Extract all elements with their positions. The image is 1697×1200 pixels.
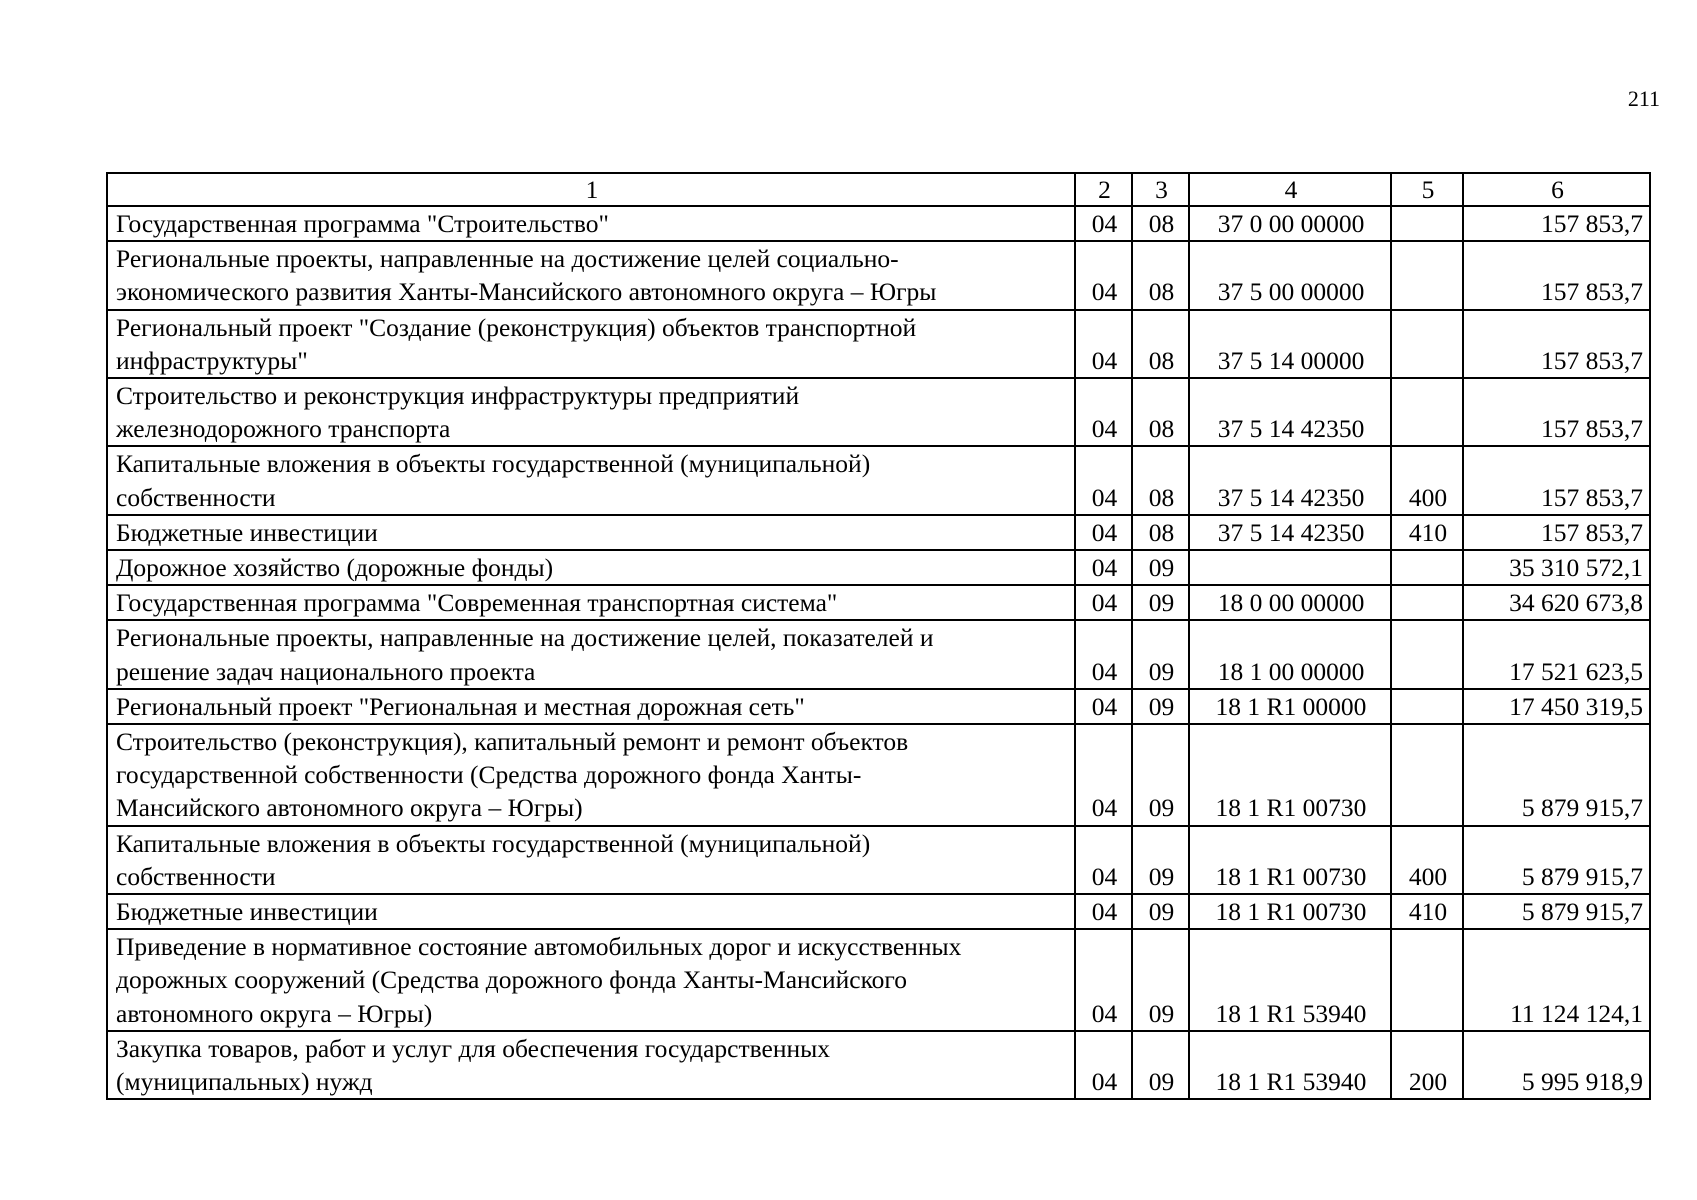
table-row: [107, 585, 1650, 620]
row-name-line: Региональный проект "Региональная и местная дорожная сеть": [116, 691, 805, 721]
amount-value: 5 995 918,9: [1463, 1031, 1650, 1099]
section-code: 04: [1075, 206, 1132, 241]
target-article-code: 18 0 00 00000: [1189, 585, 1391, 620]
table-row: [107, 826, 1650, 894]
expense-type-code: [1391, 550, 1463, 585]
target-article-code: 18 1 00 00000: [1189, 620, 1391, 688]
row-name-line: (муниципальных) нужд: [116, 1067, 373, 1097]
row-name: [107, 241, 1075, 309]
row-name-line: инфраструктуры": [116, 345, 308, 375]
expense-type-code: 400: [1391, 826, 1463, 894]
row-name-line: Строительство и реконструкция инфраструктуры предприятий: [116, 381, 800, 411]
target-article-code: 18 1 R1 00000: [1189, 689, 1391, 724]
table-row: [107, 446, 1650, 514]
column-header: 5: [1391, 173, 1463, 206]
subsection-code: 09: [1132, 826, 1189, 894]
row-name: [107, 724, 1075, 826]
section-code: 04: [1075, 310, 1132, 378]
row-name: [107, 515, 1075, 550]
target-article-code: 37 5 14 42350: [1189, 515, 1391, 550]
amount-value: 17 521 623,5: [1463, 620, 1650, 688]
target-article-code: 18 1 R1 53940: [1189, 929, 1391, 1031]
table-row: [107, 929, 1650, 1031]
target-article-code: 37 5 14 00000: [1189, 310, 1391, 378]
column-header: 1: [107, 173, 1075, 206]
section-code: 04: [1075, 826, 1132, 894]
section-code: 04: [1075, 929, 1132, 1031]
subsection-code: 09: [1132, 620, 1189, 688]
subsection-code: 08: [1132, 446, 1189, 514]
expense-type-code: 200: [1391, 1031, 1463, 1099]
row-name-line: решение задач национального проекта: [116, 656, 536, 686]
expense-type-code: [1391, 310, 1463, 378]
subsection-code: 08: [1132, 241, 1189, 309]
subsection-code: 09: [1132, 929, 1189, 1031]
amount-value: 157 853,7: [1463, 310, 1650, 378]
table-row: [107, 515, 1650, 550]
section-code: 04: [1075, 620, 1132, 688]
section-code: 04: [1075, 378, 1132, 446]
table-row: [107, 689, 1650, 724]
row-name-line: экономического развития Ханты-Мансийского автономного округа – Югры: [116, 277, 937, 307]
table-row: [107, 1031, 1650, 1099]
row-name-line: Государственная программа "Современная транспортная система": [116, 588, 838, 618]
amount-value: 157 853,7: [1463, 378, 1650, 446]
expense-type-code: [1391, 378, 1463, 446]
amount-value: 5 879 915,7: [1463, 724, 1650, 826]
target-article-code: 37 5 00 00000: [1189, 241, 1391, 309]
subsection-code: 09: [1132, 689, 1189, 724]
row-name-line: автономного округа – Югры): [116, 998, 433, 1028]
target-article-code: 18 1 R1 53940: [1189, 1031, 1391, 1099]
target-article-code: 37 0 00 00000: [1189, 206, 1391, 241]
subsection-code: 08: [1132, 206, 1189, 241]
expense-type-code: [1391, 206, 1463, 241]
expense-type-code: [1391, 620, 1463, 688]
budget-table: [106, 172, 1651, 1100]
amount-value: 35 310 572,1: [1463, 550, 1650, 585]
row-name-line: Приведение в нормативное состояние автомобильных дорог и искусственных: [116, 932, 962, 962]
section-code: 04: [1075, 894, 1132, 929]
amount-value: 157 853,7: [1463, 206, 1650, 241]
row-name-line: Региональный проект "Создание (реконструкция) объектов транспортной: [116, 312, 917, 342]
row-name-line: Строительство (реконструкция), капитальный ремонт и ремонт объектов: [116, 727, 909, 757]
expense-type-code: [1391, 585, 1463, 620]
row-name-line: Закупка товаров, работ и услуг для обеспечения государственных: [116, 1033, 831, 1063]
amount-value: 157 853,7: [1463, 241, 1650, 309]
subsection-code: 09: [1132, 894, 1189, 929]
row-name-line: собственности: [116, 861, 276, 891]
row-name: [107, 894, 1075, 929]
table-row: [107, 310, 1650, 378]
table-row: [107, 894, 1650, 929]
expense-type-code: [1391, 241, 1463, 309]
target-article-code: 18 1 R1 00730: [1189, 826, 1391, 894]
expense-type-code: 410: [1391, 515, 1463, 550]
target-article-code: 18 1 R1 00730: [1189, 724, 1391, 826]
subsection-code: 09: [1132, 585, 1189, 620]
amount-value: 34 620 673,8: [1463, 585, 1650, 620]
subsection-code: 08: [1132, 515, 1189, 550]
amount-value: 157 853,7: [1463, 446, 1650, 514]
subsection-code: 09: [1132, 550, 1189, 585]
row-name-line: Капитальные вложения в объекты государственной (муниципальной): [116, 449, 871, 479]
expense-type-code: 410: [1391, 894, 1463, 929]
row-name: [107, 206, 1075, 241]
row-name: [107, 620, 1075, 688]
row-name-line: Бюджетные инвестиции: [116, 897, 378, 927]
subsection-code: 08: [1132, 378, 1189, 446]
row-name: [107, 689, 1075, 724]
row-name-line: Дорожное хозяйство (дорожные фонды): [116, 553, 554, 583]
expense-type-code: 400: [1391, 446, 1463, 514]
table-row: [107, 241, 1650, 309]
row-name-line: Бюджетные инвестиции: [116, 517, 378, 547]
column-header: 6: [1463, 173, 1650, 206]
expense-type-code: [1391, 724, 1463, 826]
section-code: 04: [1075, 446, 1132, 514]
section-code: 04: [1075, 241, 1132, 309]
row-name-line: Государственная программа "Строительство": [116, 209, 609, 238]
target-article-code: 37 5 14 42350: [1189, 378, 1391, 446]
row-name-line: Капитальные вложения в объекты государственной (муниципальной): [116, 828, 871, 858]
page-number: 211: [1627, 86, 1660, 111]
expense-type-code: [1391, 689, 1463, 724]
row-name: [107, 378, 1075, 446]
table-header-row: [107, 173, 1650, 206]
section-code: 04: [1075, 585, 1132, 620]
table-row: [107, 620, 1650, 688]
row-name: [107, 929, 1075, 1031]
row-name: [107, 585, 1075, 620]
table-row: [107, 724, 1650, 826]
amount-value: 5 879 915,7: [1463, 894, 1650, 929]
column-header: 3: [1132, 173, 1189, 206]
amount-value: 157 853,7: [1463, 515, 1650, 550]
subsection-code: 08: [1132, 310, 1189, 378]
row-name: [107, 310, 1075, 378]
target-article-code: [1189, 550, 1391, 585]
row-name-line: собственности: [116, 482, 276, 512]
row-name: [107, 826, 1075, 894]
section-code: 04: [1075, 515, 1132, 550]
row-name-line: железнодорожного транспорта: [116, 414, 451, 444]
table-row: [107, 378, 1650, 446]
row-name-line: Региональные проекты, направленные на достижение целей, показателей и: [116, 623, 934, 653]
column-header: 2: [1075, 173, 1132, 206]
target-article-code: 18 1 R1 00730: [1189, 894, 1391, 929]
row-name-line: Региональные проекты, направленные на достижение целей социально-: [116, 244, 899, 274]
section-code: 04: [1075, 689, 1132, 724]
subsection-code: 09: [1132, 724, 1189, 826]
subsection-code: 09: [1132, 1031, 1189, 1099]
table-row: [107, 550, 1650, 585]
amount-value: 17 450 319,5: [1463, 689, 1650, 724]
row-name: [107, 550, 1075, 585]
row-name: [107, 446, 1075, 514]
row-name-line: Мансийского автономного округа – Югры): [116, 793, 583, 823]
expense-type-code: [1391, 929, 1463, 1031]
column-header: 4: [1189, 173, 1391, 206]
section-code: 04: [1075, 1031, 1132, 1099]
section-code: 04: [1075, 550, 1132, 585]
row-name: [107, 1031, 1075, 1099]
table-row: [107, 206, 1650, 241]
amount-value: 5 879 915,7: [1463, 826, 1650, 894]
amount-value: 11 124 124,1: [1463, 929, 1650, 1031]
row-name-line: дорожных сооружений (Средства дорожного фонда Ханты-Мансийского: [116, 965, 908, 995]
target-article-code: 37 5 14 42350: [1189, 446, 1391, 514]
row-name-line: государственной собственности (Средства дорожного фонда Ханты-: [116, 760, 862, 790]
section-code: 04: [1075, 724, 1132, 826]
